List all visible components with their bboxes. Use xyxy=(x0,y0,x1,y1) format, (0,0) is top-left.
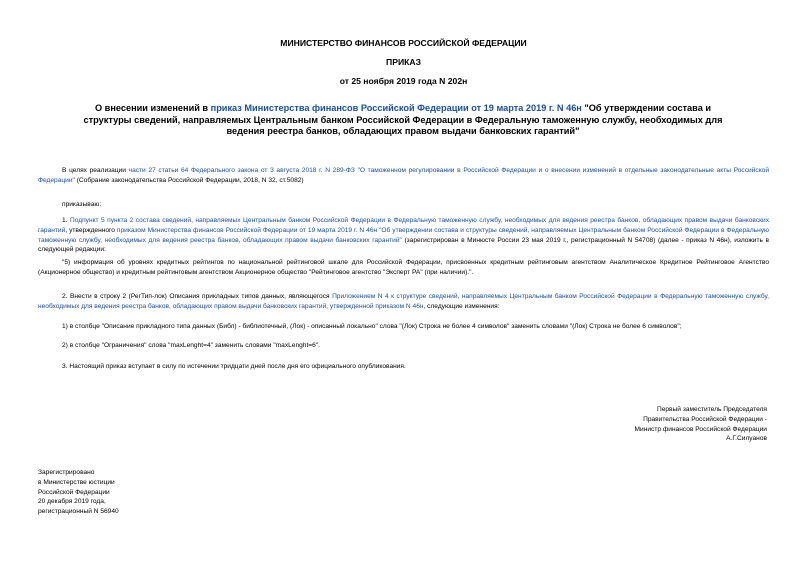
federal-law-link[interactable]: части 27 статьи 64 Федерального закона от 3 августа 2018 г. N 289-ФЗ "О таможенном регулировании в Российской Федерации и о внесении изменений в отдельные законодательные акты Российской Федерации" xyxy=(38,167,769,184)
registration-line-1: Зарегистрировано xyxy=(38,469,95,476)
title-prefix: О внесении изменений в xyxy=(94,103,211,113)
ministry-heading: МИНИСТЕРСТВО ФИНАНСОВ РОССИЙСКОЙ ФЕДЕРАЦИИ xyxy=(280,38,527,48)
paragraph-preamble xyxy=(38,166,769,186)
item-1-text-end: (зарегистрирован в Минюсте России 23 мая 2019 г., регистрационный N 54708) (далее - приказ N 46н), изложить в следующей редакции: xyxy=(38,236,769,254)
signature-block xyxy=(527,405,767,444)
registration-line-3: Российской Федерации xyxy=(38,488,110,496)
registration-block xyxy=(38,468,238,517)
registration-number: регистрационный N 56940 xyxy=(38,508,119,516)
appendix-4-link[interactable]: Приложением N 4 к структуре сведений, направляемых Центральным банком Российской Федерации в Федеральную таможенную службу, необходимых для ведения реестра банков, обладающих правом выдачи банковских гарантий, утвержденной приказом N 46н xyxy=(38,293,769,310)
subpoint-5-link[interactable]: Подпункт 5 пункта 2 состава сведений, направляемых Центральным банком Российской Федерации в Федеральную таможенную службу, необходимых для ведения реестра банков, обладающих правом выдачи банковских гарантий xyxy=(38,217,769,234)
registration-line-2: в Министерстве юстиции xyxy=(38,478,115,486)
preamble-text-end: (Собрание законодательства Российской Федерации, 2018, N 32, ст.5082) xyxy=(74,176,304,184)
paragraph-subitem-2: 2) в столбце "Ограничения" слова "maxLenght=4" заменить словами "maxLenght=6". xyxy=(62,342,320,349)
signer-name: А.Г.Силуанов xyxy=(726,435,767,443)
doc-type-heading: ПРИКАЗ xyxy=(386,57,421,67)
title-order-link[interactable]: приказ Министерства финансов Российской Федерации от 19 марта 2019 г. N 46н xyxy=(210,103,582,113)
preamble-text-start: В целях реализации xyxy=(62,167,129,174)
signer-position-line-1: Первый заместитель Председателя xyxy=(656,406,767,413)
paragraph-item-2 xyxy=(38,292,769,312)
signer-position-line-3: Министр финансов Российской Федерации xyxy=(634,425,767,433)
paragraph-order-word: приказываю: xyxy=(62,201,102,208)
order-46n-link[interactable]: приказом Министерства финансов Российской Федерации от 19 марта 2019 г. N 46н "Об утверждении состава и структуры сведений, направляемых Центральным банком Российской Федерации в Федеральную таможенную службу, необходимых для ведения реестра банков, обладающих правом выдачи банковских гарантий" xyxy=(38,226,769,244)
item-2-text-start: 2. Внести в строку 2 (РегТип-лок) Описания прикладных типов данных, являющегося xyxy=(62,293,333,300)
document-title xyxy=(70,103,736,138)
date-number-heading: от 25 ноября 2019 года N 202н xyxy=(339,76,468,86)
paragraph-item-1 xyxy=(38,216,769,255)
registration-date: 20 декабря 2019 года, xyxy=(38,498,106,506)
paragraph-new-wording: "5) информация об уровнях кредитных рейтингов по национальной рейтинговой шкале для Российской Федерации, присвоенных кредитным рейтинговым агентством Аналитическое Кредитное Рейтинговое Агентство (Акционерное общество) и кредитным рейтинговым агентством Акционерное общество "Рейтинговое агентство "Эксперт РА" (при наличии).". xyxy=(38,259,769,276)
item-1-number: 1. xyxy=(62,217,70,224)
title-suffix: "Об утверждении состава и структуры сведений, направляемых Центральным банком Российской Федерации в Федеральную таможенную службу, необходимых для ведения реестра банков, обладающих правом выдачи банковских гарантий" xyxy=(83,103,723,137)
paragraph-item-3: 3. Настоящий приказ вступает в силу по истечении тридцати дней после дня его официального опубликования. xyxy=(62,363,406,370)
signer-position-line-2: Правительства Российской Федерации - xyxy=(643,415,767,423)
item-2-text-end: , следующие изменения: xyxy=(423,302,500,310)
item-1-text-mid: , утвержденного xyxy=(65,226,117,234)
paragraph-subitem-1: 1) в столбце "Описание прикладного типа данных (Библ) - библиотечный, (Лок) - описанный локально" слова "(Лок) Строка не более 4 символов" заменить словами "(Лок) Строка не более 6 символов"; xyxy=(62,323,682,330)
